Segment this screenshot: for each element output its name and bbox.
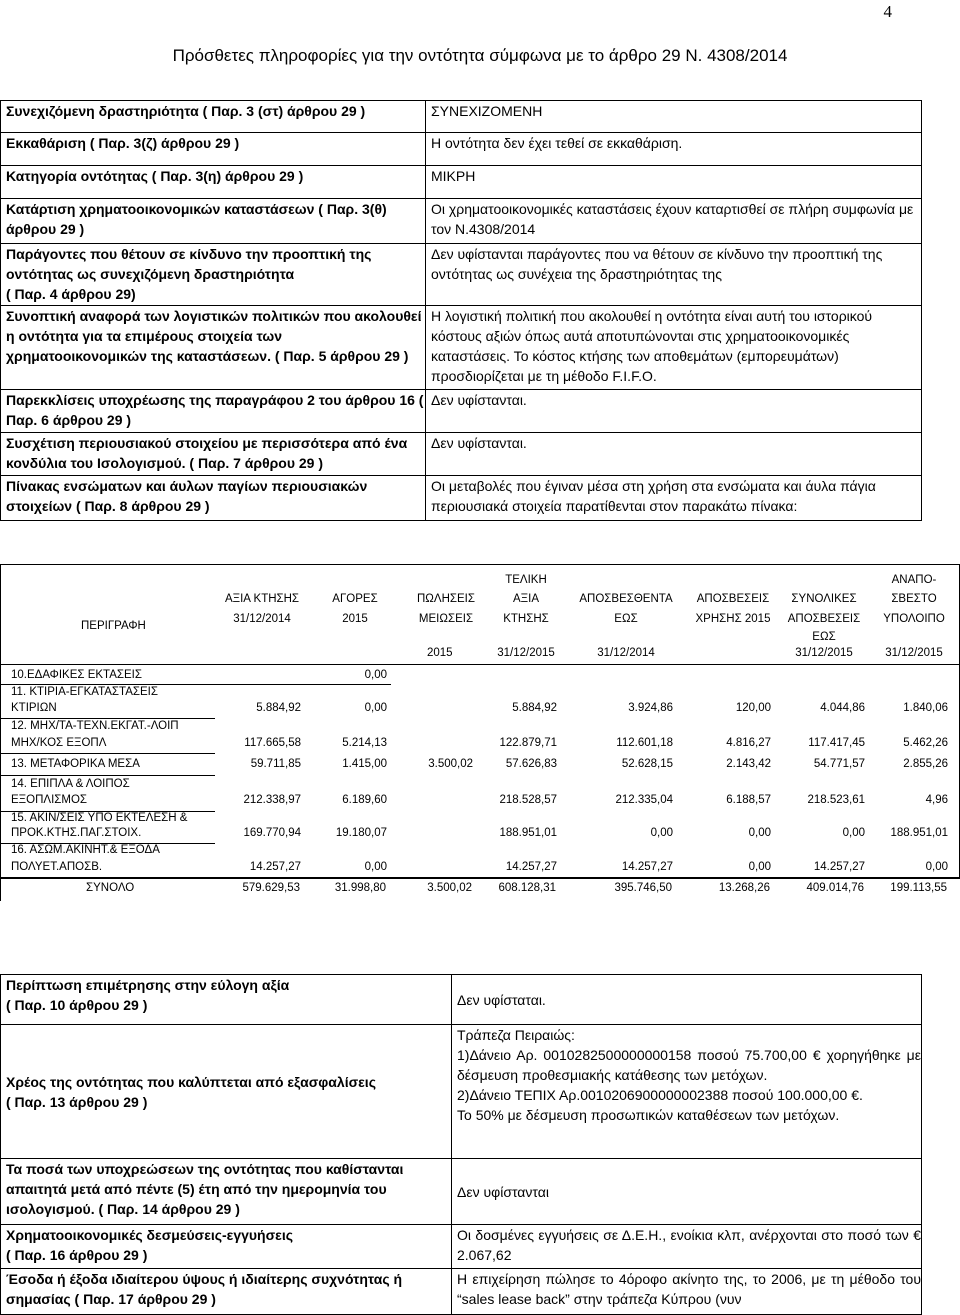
row-desc: 14. ΕΠΙΠΛΑ & ΛΟΙΠΟΣ [11, 778, 130, 790]
info-row [1, 1025, 922, 1159]
cell-final: 5.884,92 [512, 702, 557, 714]
cell-depreciated: 0,00 [650, 827, 673, 839]
page-number: 4 [883, 2, 892, 21]
info-value: Δεν υφίσταται. [452, 975, 922, 1025]
col-header-final-value: ΑΞΙΑ [512, 593, 539, 605]
cell-acquisition: 14.257,27 [249, 861, 301, 873]
col-header-final-acquisition: ΚΤΗΣΗΣ [503, 613, 549, 625]
cell-total-dep: 218.523,61 [807, 794, 865, 806]
row-divider [1, 718, 215, 719]
cell-remaining: 4,96 [925, 794, 948, 806]
info-row [1, 306, 922, 390]
cell-acquisition: 5.884,92 [256, 702, 301, 714]
info-row [1, 199, 922, 244]
cell-total-dep: 0,00 [842, 827, 865, 839]
col-header-depreciation-year: ΧΡΗΣΗΣ 2015 [695, 613, 771, 625]
col-header-acquisition: ΑΞΙΑ ΚΤΗΣΗΣ [224, 593, 300, 605]
row-desc: 16. ΑΣΩΜ.ΑΚΙΝΗΤ.& ΕΞΟΔΑ [11, 844, 160, 856]
info-row [1, 133, 922, 166]
info-value: Η λογιστική πολιτική που ακολουθεί η οντότητα είναι αυτή του ιστορικού κόστους αξιών όπως αυτά αποτυπώνονται στις χρηματοοικονομικές καταστάσεις. Το κόστος κτήσης των αποθεμάτων (εμπορευμάτων) προσδιορίζεται με τη μέθοδο F.I.F.O. [426, 306, 922, 390]
info-value: Δεν υφίστανται [452, 1159, 922, 1225]
col-header-depreciated: ΑΠΟΣΒΕΣΘΕΝΤΑ [579, 593, 673, 605]
cell-depreciation: 0,00 [748, 827, 771, 839]
cell-acquisition: 212.338,97 [243, 794, 301, 806]
cell-purchases: 0,00 [364, 669, 387, 681]
info-label: Χρηματοοικονομικές δεσμεύσεις-εγγυήσεις ( Παρ. 16 άρθρου 29 ) [1, 1225, 452, 1269]
info-label: Παρεκκλίσεις υποχρέωσης της παραγράφου 2 του άρθρου 16 ( Παρ. 6 άρθρου 29 ) [1, 390, 426, 433]
info-label: Τα ποσά των υποχρεώσεων της οντότητας που καθίστανται απαιτητά μετά από πέντε (5) έτη από την ημερομηνία του ισολογισμού. ( Παρ. 14 άρθρου 29 ) [1, 1159, 452, 1225]
cell-acquisition: 59.711,85 [250, 758, 301, 770]
info-table [0, 100, 922, 521]
info-value: Οι δοσμένες εγγυήσεις σε Δ.Ε.Η., ενοίκια κλπ, ανέρχονται στο ποσό των € 2.067,62 [452, 1225, 922, 1269]
col-header-total-dep-date: 31/12/2015 [795, 647, 853, 659]
col-header-depreciated-until: ΕΩΣ [614, 613, 638, 625]
cell-purchases: 6.189,60 [342, 794, 387, 806]
cell-remaining: 2.855,26 [903, 758, 948, 770]
info-row [1, 166, 922, 199]
cell-total-dep: 14.257,27 [813, 861, 865, 873]
col-header-remaining-2: ΣΒΕΣΤΟ [891, 593, 937, 605]
info-value: Οι χρηματοοικονομικές καταστάσεις έχουν καταρτισθεί σε πλήρη συμφωνία με τον Ν.4308/2014 [426, 199, 922, 244]
info-label: Κατηγορία οντότητας ( Παρ. 3(η) άρθρου 29 ) [1, 166, 426, 199]
col-header-purchases: ΑΓΟΡΕΣ [332, 593, 378, 605]
cell-remaining: 0,00 [925, 861, 948, 873]
cell-depreciation: 120,00 [735, 702, 771, 714]
row-desc-2: ΕΞΟΠΛΙΣΜΟΣ [11, 794, 88, 806]
info-row [1, 1225, 922, 1269]
total-sales: 3.500,02 [427, 882, 472, 894]
info-value: ΜΙΚΡΗ [426, 166, 922, 199]
col-header-sales-reductions: ΜΕΙΩΣΕΙΣ [418, 613, 474, 625]
cell-purchases: 1.415,00 [342, 758, 387, 770]
info-label: Συνοπτική αναφορά των λογιστικών πολιτικών που ακολουθεί η οντότητα για τα επιμέρους στοιχεία των χρηματοοικονομικών της καταστάσεων. ( Παρ. 5 άρθρου 29 ) [1, 306, 426, 390]
cell-final: 14.257,27 [505, 861, 557, 873]
cell-depreciation: 0,00 [748, 861, 771, 873]
col-header-acquisition-date: 31/12/2014 [233, 613, 291, 625]
cell-total-dep: 117.417,45 [808, 737, 865, 749]
row-desc-2: ΜΗΧ/ΚΟΣ ΕΞΟΠΛ [11, 737, 107, 749]
info-label: Κατάρτιση χρηματοοικονομικών καταστάσεων ( Παρ. 3(θ) άρθρου 29 ) [1, 199, 426, 244]
row-desc: 10.ΕΔΑΦΙΚΕΣ ΕΚΤΑΣΕΙΣ [11, 669, 142, 681]
row-desc-2: ΠΡΟΚ.ΚΤΗΣ.ΠΑΓ.ΣΤΟΙΧ. [11, 827, 142, 839]
row-divider [1, 753, 215, 754]
col-header-total-dep-until: ΕΩΣ [812, 631, 836, 643]
info-row [1, 390, 922, 433]
col-header-sales: ΠΩΛΗΣΕΙΣ [417, 593, 475, 605]
info-label: Εκκαθάριση ( Παρ. 3(ζ) άρθρου 29 ) [1, 133, 426, 166]
total-final: 608.128,31 [498, 882, 556, 894]
cell-purchases: 0,00 [364, 861, 387, 873]
info-label: Συσχέτιση περιουσιακού στοιχείου με περισσότερα από ένα κονδύλια του Ισολογισμού. ( Παρ. 7 άρθρου 29 ) [1, 433, 426, 476]
cell-sales: 3.500,02 [428, 758, 473, 770]
total-depreciation: 13.268,26 [718, 882, 770, 894]
col-header-purchases-year: 2015 [342, 613, 368, 625]
total-divider [1, 877, 959, 878]
fixed-assets-table [0, 564, 960, 879]
cell-depreciated: 14.257,27 [621, 861, 673, 873]
cell-purchases: 5.214,13 [342, 737, 387, 749]
row-desc-2: ΚΤΙΡΙΩΝ [11, 702, 57, 714]
cell-purchases: 0,00 [364, 702, 387, 714]
info-value: Οι μεταβολές που έγιναν μέσα στη χρήση στα ενσώματα και άυλα πάγια περιουσιακά στοιχεία παρατίθενται στον παρακάτω πίνακα: [426, 476, 922, 521]
col-header-description: ΠΕΡΙΓΡΑΦΗ [81, 620, 146, 632]
bottom-info-table [0, 974, 922, 1315]
col-header-final: ΤΕΛΙΚΗ [505, 574, 547, 586]
cell-final: 122.879,71 [499, 737, 557, 749]
cell-depreciation: 4.816,27 [726, 737, 771, 749]
info-label: Χρέος της οντότητας που καλύπτεται από εξασφαλίσεις ( Παρ. 13 άρθρου 29 ) [1, 1025, 452, 1159]
info-value: ΣΥΝΕΧΙΖΟΜΕΝΗ [426, 101, 922, 133]
cell-remaining: 5.462,26 [903, 737, 948, 749]
page-heading: Πρόσθετες πληροφορίες για την οντότητα σύμφωνα με το άρθρο 29 Ν. 4308/2014 [172, 46, 788, 65]
total-label: ΣΥΝΟΛΟ [86, 882, 135, 894]
cell-total-dep: 54.771,57 [813, 758, 865, 770]
col-header-sales-year: 2015 [427, 647, 453, 659]
cell-acquisition: 169.770,94 [243, 827, 301, 839]
cell-remaining: 188.951,01 [890, 827, 948, 839]
info-value: Δεν υφίστανται παράγοντες που να θέτουν σε κίνδυνο την προοπτική της οντότητας ως συνέχεια της δραστηριότητας της [426, 244, 922, 306]
cell-purchases: 19.180,07 [335, 827, 387, 839]
row-desc: 13. ΜΕΤΑΦΟΡΙΚΑ ΜΕΣΑ [11, 758, 140, 770]
total-remaining: 199.113,55 [890, 882, 947, 894]
total-total-dep: 409.014,76 [806, 882, 864, 894]
cell-final: 188.951,01 [499, 827, 557, 839]
row-desc-2: ΠΟΛΥΕΤ.ΑΠΟΣΒ. [11, 861, 103, 873]
col-header-total-dep-2: ΑΠΟΣΒΕΣΕΙΣ [787, 613, 861, 625]
row-divider [1, 775, 215, 776]
cell-depreciation: 6.188,57 [726, 794, 771, 806]
header-divider [1, 664, 959, 665]
cell-depreciated: 112.601,18 [616, 737, 673, 749]
cell-remaining: 1.840,06 [903, 702, 948, 714]
info-value: Τράπεζα Πειραιώς: 1)Δάνειο Αρ. 0010282500000000158 ποσού 75.700,00 € χορηγήθηκε με δέσμευση προθεσμιακής κατάθεσης των μετόχων. 2)Δάνειο ΤΕΠΙΧ Αρ.0010206900000002388 ποσού 100.000,00 €. Το 50% με δέσμευση προσωπικών καταθέσεων των μετόχων. [452, 1025, 922, 1159]
info-label: Συνεχιζόμενη δραστηριότητα ( Παρ. 3 (στ) άρθρου 29 ) [1, 101, 426, 133]
col-header-depreciation: ΑΠΟΣΒΕΣΕΙΣ [696, 593, 770, 605]
info-value: Δεν υφίστανται. [426, 390, 922, 433]
info-value: Η οντότητα δεν έχει τεθεί σε εκκαθάριση. [426, 133, 922, 166]
info-value: Δεν υφίστανται. [426, 433, 922, 476]
info-row [1, 101, 922, 133]
cell-depreciated: 212.335,04 [615, 794, 673, 806]
info-label: Παράγοντες που θέτουν σε κίνδυνο την προοπτική της οντότητας ως συνεχιζόμενη δραστηριότητα ( Παρ. 4 άρθρου 29) [1, 244, 426, 306]
col-header-remaining: ΑΝΑΠΟ- [891, 574, 937, 586]
col-header-depreciated-date: 31/12/2014 [597, 647, 655, 659]
cell-total-dep: 4.044,86 [820, 702, 865, 714]
row-desc: 15. ΑΚΙΝ/ΣΕΙΣ ΥΠΟ ΕΚΤΕΛΕΣΗ & [11, 812, 188, 824]
cell-depreciation: 2.143,42 [726, 758, 771, 770]
total-acquisition: 579.629,53 [242, 882, 300, 894]
row-desc: 11. ΚΤΙΡΙΑ-ΕΓΚΑΤΑΣΤΑΣΕΙΣ [11, 686, 158, 698]
info-row [1, 1159, 922, 1225]
cell-depreciated: 3.924,86 [628, 702, 673, 714]
cell-final: 218.528,57 [499, 794, 557, 806]
col-header-total-dep: ΣΥΝΟΛΙΚΕΣ [791, 593, 857, 605]
cell-final: 57.626,83 [505, 758, 557, 770]
total-row [0, 879, 960, 901]
info-label: Περίπτωση επιμέτρησης στην εύλογη αξία ( Παρ. 10 άρθρου 29 ) [1, 975, 452, 1025]
table-frame-left [0, 564, 1, 901]
cell-acquisition: 117.665,58 [244, 737, 301, 749]
col-header-remaining-3: ΥΠΟΛΟΙΠΟ [883, 613, 945, 625]
info-value: Η επιχείρηση πώλησε το 4όροφο ακίνητο της, το 2006, με τη μέθοδο του “sales lease back” στην τράπεζα Κύπρου (νυν [452, 1269, 922, 1315]
info-label: Πίνακας ενσώματων και άυλων παγίων περιουσιακών στοιχείων ( Παρ. 8 άρθρου 29 ) [1, 476, 426, 521]
info-row [1, 1269, 922, 1315]
info-row [1, 975, 922, 1025]
total-purchases: 31.998,80 [334, 882, 386, 894]
row-desc: 12. ΜΗΧ/ΤΑ-ΤΕΧΝ.ΕΚΓΑΤ.-ΛΟΙΠ [11, 720, 179, 732]
cell-depreciated: 52.628,15 [621, 758, 673, 770]
col-header-final-date: 31/12/2015 [497, 647, 555, 659]
info-row [1, 244, 922, 306]
info-row [1, 433, 922, 476]
total-depreciated: 395.746,50 [614, 882, 672, 894]
info-row [1, 476, 922, 521]
col-header-remaining-date: 31/12/2015 [885, 647, 943, 659]
info-label: Έσοδα ή έξοδα ιδιαίτερου ύψους ή ιδιαίτερης συχνότητας ή σημασίας ( Παρ. 17 άρθρου 29 ) [1, 1269, 452, 1315]
row-divider [1, 684, 391, 685]
